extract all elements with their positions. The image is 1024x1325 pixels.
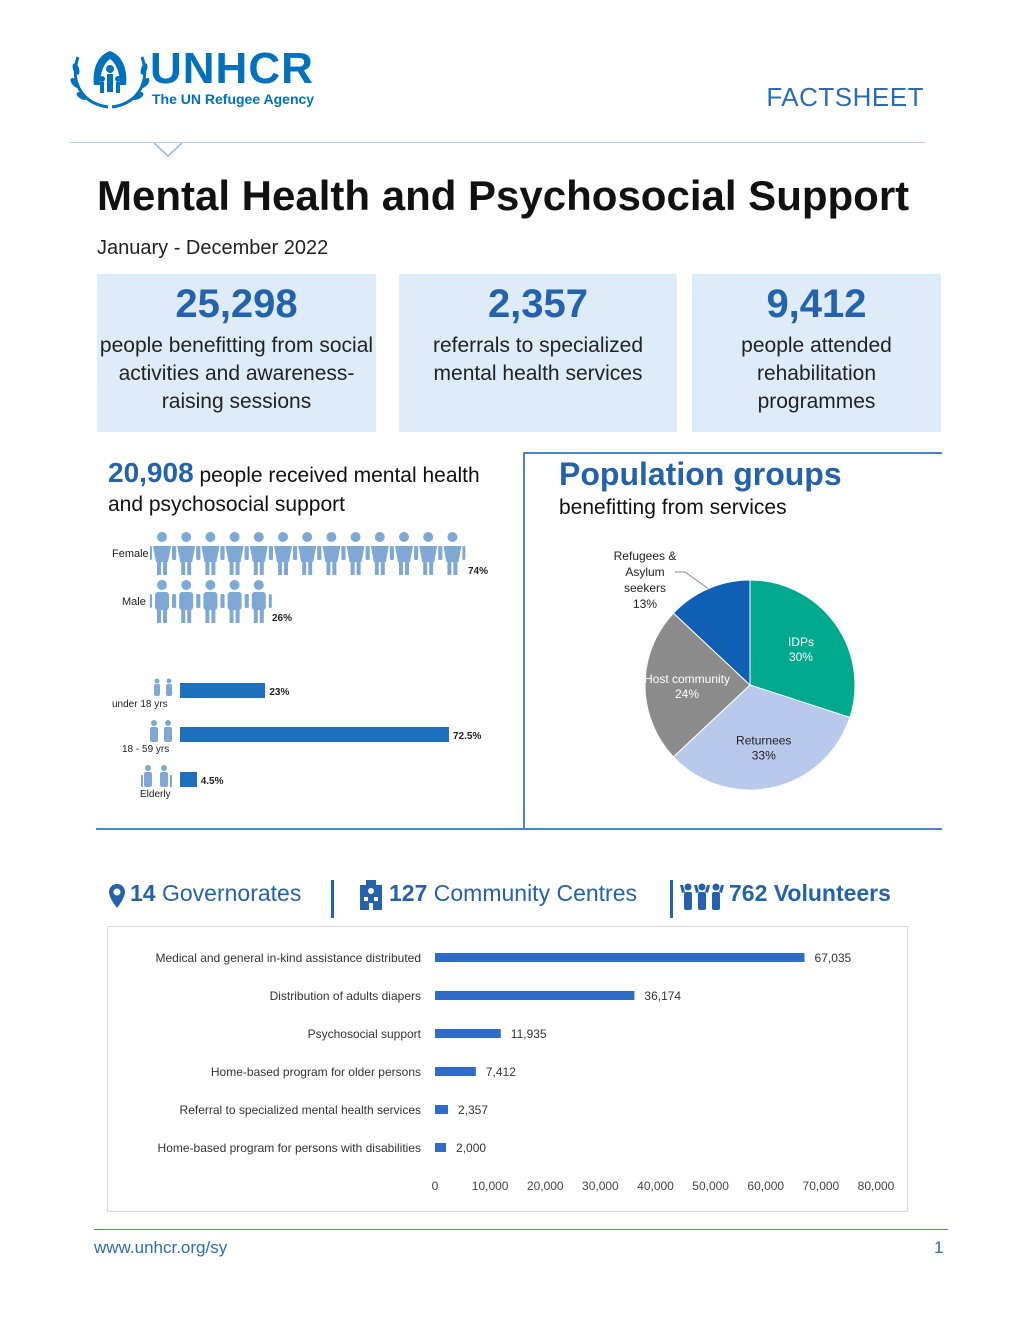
bar-value-label: 7,412: [485, 1065, 516, 1079]
kpi-value: 14: [130, 880, 156, 906]
pie-slice-pct: 24%: [674, 687, 700, 701]
logo-wordmark: UNHCR: [150, 44, 314, 93]
header-divider: [70, 142, 926, 143]
female-person-icon: [439, 532, 465, 575]
pie-slice-pct: 30%: [788, 649, 813, 664]
age-bar-value-label: 72.5%: [453, 731, 482, 742]
gender-pictograph: [150, 530, 470, 630]
section-divider: [525, 452, 942, 454]
kpi-community-centres: [389, 880, 637, 907]
female-person-icon: [415, 532, 441, 575]
map-pin-icon: [108, 883, 126, 909]
stat-value: 9,412: [766, 282, 867, 326]
gender-pct-female: 74%: [468, 566, 489, 577]
age-bar: [180, 772, 197, 787]
pie-slice-label: Host community: [643, 672, 731, 686]
elderly-icon: [140, 765, 174, 789]
female-person-icon: [391, 532, 417, 575]
assistance-bar: [435, 953, 805, 962]
x-tick-label: 40,000: [637, 1179, 674, 1193]
kpi-separator: [331, 880, 334, 918]
page-title: Mental Health and Psychosocial Support: [97, 172, 910, 219]
pie-slice-label: IDPs: [787, 634, 814, 649]
category-label: Referral to specialized mental health services: [179, 1103, 421, 1117]
kpi-separator: [670, 880, 673, 918]
x-tick-label: 70,000: [802, 1179, 840, 1193]
female-person-icon: [222, 532, 248, 575]
category-label: Medical and general in-kind assistance distributed: [155, 951, 421, 965]
female-person-icon: [294, 532, 320, 575]
received-support-value: 20,908: [108, 457, 194, 488]
assistance-bar-chart: [108, 927, 905, 1209]
stat-value: 2,357: [487, 282, 589, 326]
gender-pct-male: 26%: [272, 613, 293, 624]
pie-slice-pct: 13%: [632, 597, 658, 611]
male-person-icon: [150, 580, 175, 623]
category-label: Psychosocial support: [307, 1027, 421, 1041]
assistance-bar: [435, 1105, 448, 1114]
stat-value: 25,298: [175, 282, 298, 326]
age-bar-value-label: 4.5%: [200, 776, 224, 787]
section-divider: [96, 828, 942, 830]
male-person-icon: [173, 580, 199, 623]
x-tick-label: 10,000: [471, 1179, 509, 1193]
footer-divider: [94, 1229, 948, 1230]
section-divider: [523, 452, 525, 830]
people-icon: [680, 881, 724, 911]
bar-value-label: 11,935: [510, 1027, 547, 1041]
male-person-icon: [246, 580, 272, 623]
age-bar: [180, 683, 265, 698]
x-tick-label: 0: [431, 1179, 439, 1193]
stat-card-social-activities: [97, 274, 376, 432]
age-label: Elderly: [140, 789, 171, 800]
kpi-governorates: [130, 880, 301, 907]
chevron-down-icon: [152, 142, 184, 158]
doc-type-label: FACTSHEET: [766, 82, 924, 112]
population-title: Population groups: [559, 456, 842, 492]
gender-label-female: Female: [112, 548, 149, 560]
kpi-label: Volunteers: [773, 880, 891, 906]
male-person-icon: [197, 580, 223, 623]
kpi-label: Governorates: [161, 880, 302, 906]
pie-slice-pct: 33%: [751, 748, 776, 763]
page-number: 1: [934, 1238, 944, 1257]
stat-label: people attended rehabilitation programmes: [741, 334, 892, 413]
adult-icon: [146, 720, 176, 744]
kpi-value: 127: [389, 880, 428, 906]
building-icon: [358, 879, 384, 911]
kpi-volunteers: [729, 880, 891, 907]
pie-slice-label: Returnees: [736, 733, 792, 748]
pie-slice-label: Refugees & Asylum seekers: [613, 549, 677, 595]
female-person-icon: [367, 532, 393, 575]
received-support-summary: [108, 458, 518, 519]
assistance-bar: [435, 1029, 501, 1038]
female-person-icon: [318, 532, 344, 575]
category-label: Home-based program for older persons: [210, 1065, 421, 1079]
logo-subtitle: The UN Refugee Agency: [152, 91, 315, 107]
age-bar: [180, 727, 449, 742]
category-label: Home-based program for persons with disabilities: [157, 1141, 421, 1155]
kpi-label: Community Centres: [433, 880, 637, 906]
female-person-icon: [270, 532, 296, 575]
kpi-value: 762: [729, 880, 768, 906]
stat-card-referrals: [399, 274, 677, 432]
assistance-bar: [435, 1067, 476, 1076]
female-person-icon: [150, 532, 175, 575]
category-label: Distribution of adults diapers: [269, 989, 421, 1003]
population-pie-chart: [600, 540, 900, 810]
female-person-icon: [197, 532, 223, 575]
female-person-icon: [173, 532, 199, 575]
x-tick-label: 50,000: [692, 1179, 729, 1193]
footer-url-link[interactable]: www.unhcr.org/sy: [94, 1238, 228, 1257]
x-tick-label: 20,000: [526, 1179, 564, 1193]
assistance-bar: [435, 991, 634, 1000]
gender-label-male: Male: [122, 596, 146, 608]
stat-label: referrals to specialized mental health services: [432, 334, 644, 385]
bar-value-label: 36,174: [644, 989, 682, 1003]
bar-value-label: 2,000: [456, 1141, 487, 1155]
age-label: under 18 yrs: [112, 699, 168, 710]
bar-value-label: 2,357: [457, 1103, 489, 1117]
assistance-bar: [435, 1143, 446, 1152]
report-period: January - December 2022: [97, 237, 329, 259]
received-support-label: people received mental health and psychosocial support: [108, 464, 480, 516]
stat-label: people benefitting from social activities and awareness-raising sessions: [99, 334, 374, 413]
age-bar-value-label: 23%: [269, 687, 290, 698]
age-label: 18 - 59 yrs: [122, 744, 170, 755]
male-person-icon: [222, 580, 248, 623]
population-subtitle: benefitting from services: [559, 496, 787, 519]
female-person-icon: [246, 532, 272, 575]
child-icon: [150, 678, 176, 698]
pie-leader-line: [675, 572, 708, 589]
stat-card-rehabilitation: [692, 274, 941, 432]
x-tick-label: 30,000: [582, 1179, 619, 1193]
female-person-icon: [343, 532, 369, 575]
x-tick-label: 60,000: [747, 1179, 785, 1193]
bar-value-label: 67,035: [814, 951, 852, 965]
x-tick-label: 80,000: [857, 1179, 895, 1193]
